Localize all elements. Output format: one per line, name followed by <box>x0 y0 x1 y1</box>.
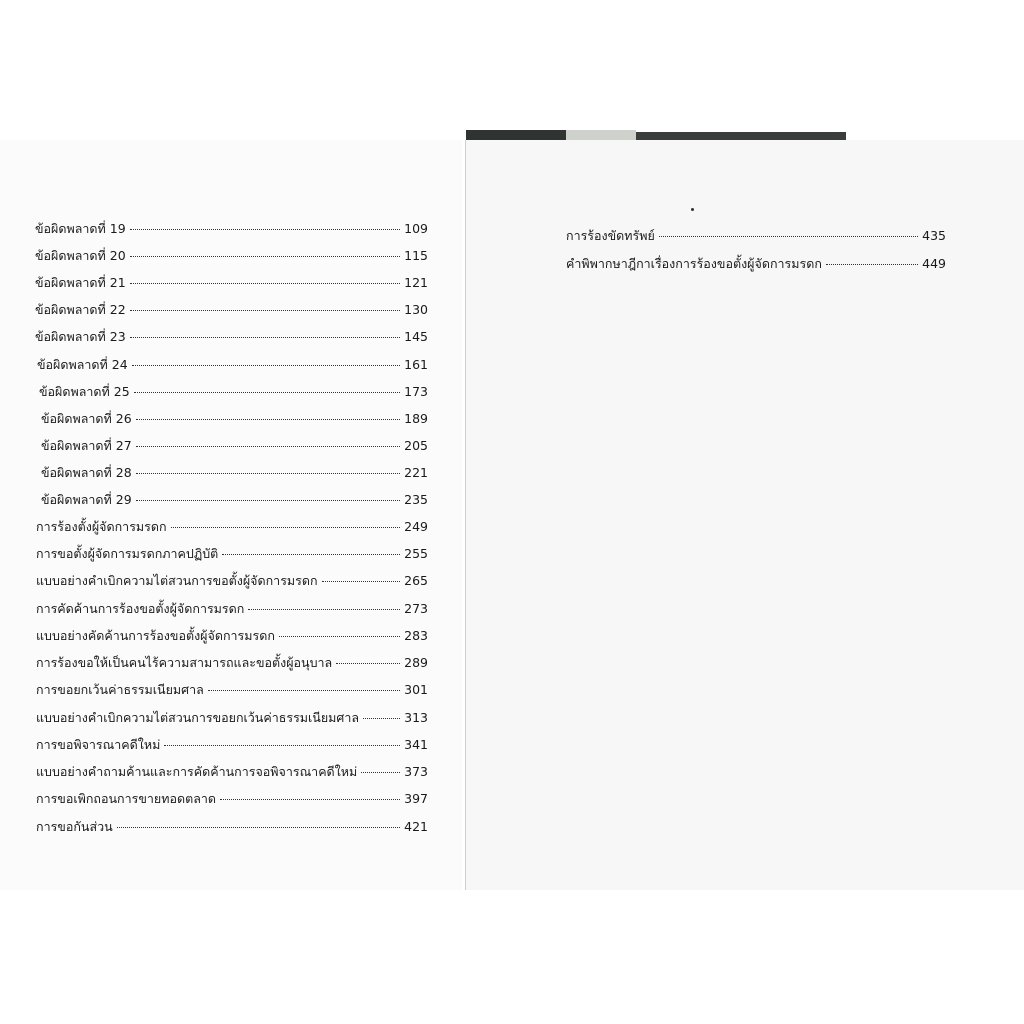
toc-entry <box>36 628 428 644</box>
dot-leader <box>659 236 918 237</box>
toc-page-number: 313 <box>404 710 428 725</box>
toc-page-number: 255 <box>404 546 428 561</box>
toc-entry <box>36 655 428 671</box>
toc-page-number: 449 <box>922 256 946 271</box>
toc-entry <box>35 248 428 264</box>
dot-leader <box>136 446 400 447</box>
dot-leader <box>222 554 400 555</box>
toc-entry <box>35 275 428 291</box>
toc-entry <box>36 819 428 835</box>
toc-page-number: 115 <box>404 248 428 263</box>
toc-page-number: 235 <box>404 492 428 507</box>
dot-leader <box>220 799 400 800</box>
toc-entry <box>41 411 428 427</box>
toc-page-number: 289 <box>404 655 428 670</box>
dot-leader <box>130 256 400 257</box>
toc-entry-title: ข้อผิดพลาดที่ 25 <box>39 384 130 399</box>
toc-entry-title: ข้อผิดพลาดที่ 29 <box>41 492 132 507</box>
toc-entry <box>36 573 428 589</box>
toc-page-number: 283 <box>404 628 428 643</box>
dot-leader <box>171 527 401 528</box>
toc-entry-title: ข้อผิดพลาดที่ 23 <box>35 329 126 344</box>
toc-entry <box>36 682 428 698</box>
toc-entry <box>36 764 428 780</box>
toc-entry <box>41 492 428 508</box>
toc-entry <box>36 737 428 753</box>
toc-page-number: 373 <box>404 764 428 779</box>
toc-entry <box>41 465 428 481</box>
dot-leader <box>117 827 400 828</box>
toc-page-number: 189 <box>404 411 428 426</box>
toc-entry-title: แบบอย่างคัดค้านการร้องขอตั้งผู้จัดการมรดก <box>36 628 275 643</box>
toc-page-number: 421 <box>404 819 428 834</box>
toc-entry <box>35 221 428 237</box>
toc-page-number: 145 <box>404 329 428 344</box>
toc-entry <box>36 519 428 535</box>
toc-entry <box>41 438 428 454</box>
toc-entry <box>36 791 428 807</box>
dot-leader <box>136 473 400 474</box>
dot-leader <box>130 337 400 338</box>
toc-page-number: 341 <box>404 737 428 752</box>
toc-page-number: 173 <box>404 384 428 399</box>
dot-leader <box>248 609 400 610</box>
toc-entry <box>36 546 428 562</box>
toc-entry <box>35 329 428 345</box>
toc-entry <box>39 384 428 400</box>
page-mark <box>691 208 694 211</box>
dot-leader <box>361 772 400 773</box>
toc-entry-title: การคัดค้านการร้องขอตั้งผู้จัดการมรดก <box>36 601 245 616</box>
toc-entry <box>37 357 428 373</box>
dot-leader <box>136 419 400 420</box>
toc-page-number: 265 <box>404 573 428 588</box>
toc-page-number: 249 <box>404 519 428 534</box>
toc-entry-title: การร้องตั้งผู้จัดการมรดก <box>36 519 167 534</box>
dot-leader <box>322 581 401 582</box>
toc-entry-title: ข้อผิดพลาดที่ 20 <box>35 248 126 263</box>
dot-leader <box>826 264 918 265</box>
toc-entry-title: แบบอย่างคำเบิกความไต่สวนการขอตั้งผู้จัดการมรดก <box>36 573 318 588</box>
toc-entry-title: ข้อผิดพลาดที่ 28 <box>41 465 132 480</box>
toc-entry <box>566 256 946 272</box>
dot-leader <box>336 663 400 664</box>
toc-entry-title: การขอกันส่วน <box>36 819 113 834</box>
dot-leader <box>134 392 400 393</box>
toc-page-number: 221 <box>404 465 428 480</box>
toc-entry <box>36 601 428 617</box>
toc-entry-title: ข้อผิดพลาดที่ 26 <box>41 411 132 426</box>
dot-leader <box>279 636 400 637</box>
toc-entry-title: การขอเพิกถอนการขายทอดตลาด <box>36 791 217 806</box>
toc-entry-title: การขอตั้งผู้จัดการมรดกภาคปฏิบัติ <box>36 546 219 561</box>
toc-entry-title: แบบอย่างคำถามค้านและการคัดค้านการจอพิจารณาคดีใหม่ <box>36 764 358 779</box>
dot-leader <box>136 500 400 501</box>
toc-page-number: 130 <box>404 302 428 317</box>
dot-leader <box>164 745 400 746</box>
toc-entry-title: การขอยกเว้นค่าธรรมเนียมศาล <box>36 682 204 697</box>
toc-entry-title: ข้อผิดพลาดที่ 24 <box>37 357 128 372</box>
dot-leader <box>208 690 400 691</box>
toc-entry-title: ข้อผิดพลาดที่ 22 <box>35 302 126 317</box>
dot-leader <box>130 283 400 284</box>
toc-page-number: 273 <box>404 601 428 616</box>
toc-entry-title: การขอพิจารณาคดีใหม่ <box>36 737 161 752</box>
toc-entry-title: ข้อผิดพลาดที่ 19 <box>35 221 126 236</box>
dot-leader <box>132 365 400 366</box>
toc-page-number: 205 <box>404 438 428 453</box>
right-book-page <box>466 140 1024 890</box>
toc-entry <box>566 228 946 244</box>
dot-leader <box>130 229 400 230</box>
toc-page-number: 397 <box>404 791 428 806</box>
dot-leader <box>363 718 400 719</box>
toc-page-number: 161 <box>404 357 428 372</box>
toc-page-number: 301 <box>404 682 428 697</box>
toc-entry-title: ข้อผิดพลาดที่ 27 <box>41 438 132 453</box>
toc-entry-title: การร้องขัดทรัพย์ <box>566 228 655 243</box>
toc-entry-title: คำพิพากษาฎีกาเรื่องการร้องขอตั้งผู้จัดการมรดก <box>566 256 822 271</box>
dot-leader <box>130 310 400 311</box>
toc-entry-title: ข้อผิดพลาดที่ 21 <box>35 275 126 290</box>
toc-entry-title: แบบอย่างคำเบิกความไต่สวนการขอยกเว้นค่าธรรมเนียมศาล <box>36 710 360 725</box>
toc-page-number: 435 <box>922 228 946 243</box>
toc-entry-title: การร้องขอให้เป็นคนไร้ความสามารถและขอตั้งผู้อนุบาล <box>36 655 333 670</box>
toc-page-number: 109 <box>404 221 428 236</box>
toc-page-number: 121 <box>404 275 428 290</box>
toc-entry <box>36 710 428 726</box>
toc-entry <box>35 302 428 318</box>
